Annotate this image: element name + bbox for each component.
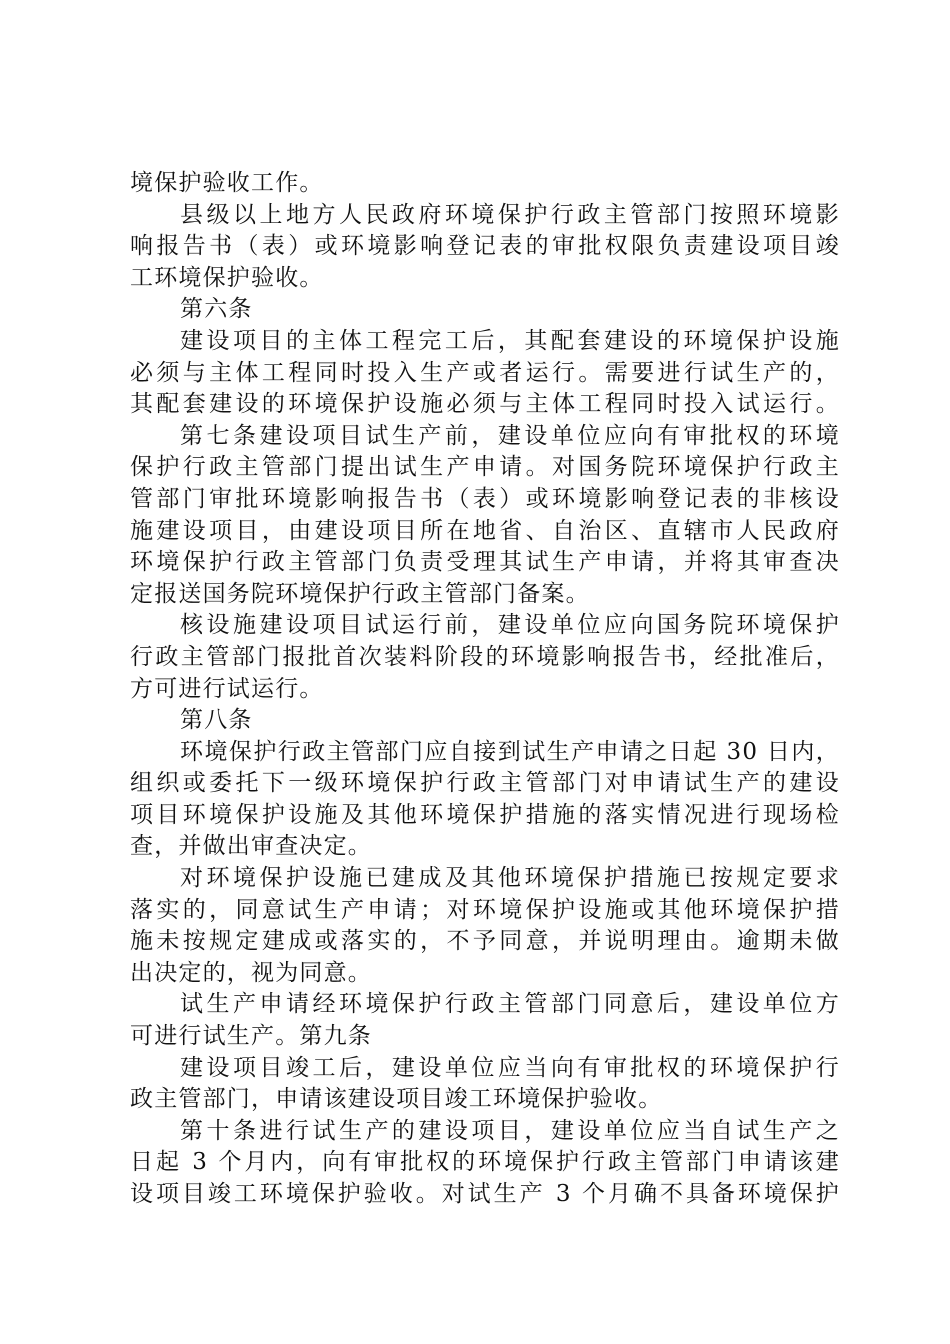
text-line: 查，并做出审查决定。 (130, 833, 372, 860)
text-line: 环境保护行政主管部门负责受理其试生产申请，并将其审查决 (130, 549, 840, 576)
article-heading: 第八条 (180, 707, 253, 734)
article-heading: 第六条 (180, 296, 253, 323)
text-line: 对环境保护设施已建成及其他环境保护措施已按规定要求 (180, 865, 840, 892)
text-line: 出决定的，视为同意。 (130, 959, 372, 986)
text-line: 县级以上地方人民政府环境保护行政主管部门按照环境影 (180, 201, 840, 228)
document-body (130, 168, 840, 1211)
text-line: 建设项目竣工后，建设单位应当向有审批权的环境保护行 (180, 1054, 840, 1081)
text-line: 日起 3 个月内，向有审批权的环境保护行政主管部门申请该建 (130, 1149, 840, 1176)
text-line: 落实的，同意试生产申请；对环境保护设施或其他环境保护措 (130, 896, 840, 923)
text-line: 环境保护行政主管部门应自接到试生产申请之日起 30 日内， (180, 738, 840, 765)
text-line: 核设施建设项目试运行前，建设单位应向国务院环境保护 (180, 612, 840, 639)
text-line: 境保护验收工作。 (130, 170, 324, 196)
text-line: 管部门审批环境影响报告书（表）或环境影响登记表的非核设 (130, 485, 840, 512)
text-line: 定报送国务院环境保护行政主管部门备案。 (130, 580, 590, 607)
text-line: 工环境保护验收。 (130, 264, 324, 291)
text-line: 可进行试生产。第九条 (130, 1023, 372, 1050)
text-line: 行政主管部门报批首次装料阶段的环境影响报告书，经批准后， (130, 643, 840, 670)
text-line: 其配套建设的环境保护设施必须与主体工程同时投入试运行。 (130, 391, 840, 418)
text-line: 施建设项目，由建设项目所在地省、自治区、直辖市人民政府 (130, 517, 840, 544)
text-line: 建设项目的主体工程完工后，其配套建设的环境保护设施 (180, 327, 840, 354)
text-line: 试生产申请经环境保护行政主管部门同意后，建设单位方 (180, 991, 840, 1018)
text-line: 方可进行试运行。 (130, 675, 324, 702)
text-line: 保护行政主管部门提出试生产申请。对国务院环境保护行政主 (130, 454, 840, 481)
text-line: 组织或委托下一级环境保护行政主管部门对申请试生产的建设 (130, 770, 840, 797)
text-line: 政主管部门，申请该建设项目竣工环境保护验收。 (130, 1086, 663, 1113)
text-line: 响报告书（表）或环境影响登记表的审批权限负责建设项目竣 (130, 233, 840, 260)
text-line: 项目环境保护设施及其他环境保护措施的落实情况进行现场检 (130, 801, 840, 828)
text-line: 第十条进行试生产的建设项目，建设单位应当自试生产之 (180, 1117, 840, 1144)
text-line: 施未按规定建成或落实的，不予同意，并说明理由。逾期未做 (130, 928, 840, 955)
text-line: 必须与主体工程同时投入生产或者运行。需要进行试生产的， (130, 359, 840, 386)
text-line: 第七条建设项目试生产前，建设单位应向有审批权的环境 (180, 422, 840, 449)
text-line: 设项目竣工环境保护验收。对试生产 3 个月确不具备环境保护 (130, 1181, 840, 1207)
